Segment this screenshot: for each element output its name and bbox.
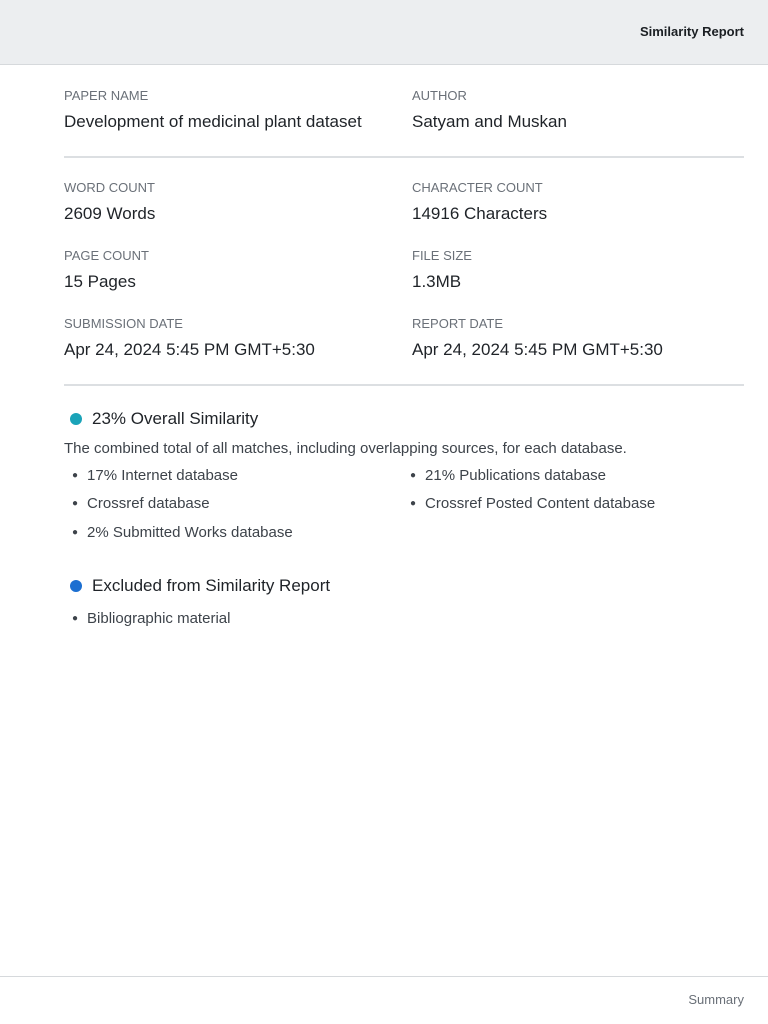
list-item-label: Crossref Posted Content database — [425, 495, 656, 512]
similarity-heading — [70, 409, 258, 429]
paper-name-label: PAPER NAME — [64, 88, 149, 103]
file-size: 1.3MB — [412, 272, 462, 291]
list-item — [72, 610, 230, 627]
submission-date: Apr 24, 2024 5:45 PM GMT+5:30 — [64, 340, 315, 359]
divider-middle — [64, 384, 744, 386]
author: Satyam and Muskan — [412, 112, 567, 131]
page-count: 15 Pages — [64, 272, 136, 291]
excluded-title: Excluded from Similarity Report — [92, 576, 331, 595]
list-item-label: 21% Publications database — [425, 467, 607, 484]
list-item — [72, 495, 210, 512]
file-size-label: FILE SIZE — [412, 248, 472, 263]
bullet-icon: ● — [72, 470, 79, 481]
author-label: AUTHOR — [412, 88, 467, 103]
list-item — [410, 467, 606, 484]
list-item — [72, 467, 238, 484]
report-title: Similarity Report — [639, 24, 744, 39]
list-item — [410, 495, 655, 512]
character-count: 14916 Characters — [412, 204, 548, 223]
list-item-label: Bibliographic material — [87, 610, 231, 627]
bullet-icon: ● — [72, 498, 79, 509]
excluded-status-dot-icon — [70, 580, 82, 592]
list-item-label: 17% Internet database — [87, 467, 238, 484]
paper-name: Development of medicinal plant dataset — [64, 112, 362, 131]
submission-date-label: SUBMISSION DATE — [64, 316, 183, 331]
bullet-icon: ● — [410, 470, 417, 481]
similarity-status-dot-icon — [70, 413, 82, 425]
similarity-title: 23% Overall Similarity — [92, 409, 259, 428]
list-item-label: 2% Submitted Works database — [87, 524, 293, 541]
excluded-heading — [70, 576, 330, 596]
footer-summary-label: Summary — [688, 992, 744, 1007]
bullet-icon: ● — [410, 498, 417, 509]
page-count-label: PAGE COUNT — [64, 248, 149, 263]
character-count-label: CHARACTER COUNT — [412, 180, 543, 195]
bullet-icon: ● — [72, 613, 79, 624]
word-count: 2609 Words — [64, 204, 156, 223]
report-date-label: REPORT DATE — [412, 316, 504, 331]
divider-top — [64, 156, 744, 158]
list-item-label: Crossref database — [87, 495, 210, 512]
report-date: Apr 24, 2024 5:45 PM GMT+5:30 — [412, 340, 663, 359]
list-item — [72, 524, 293, 541]
word-count-label: WORD COUNT — [64, 180, 155, 195]
footer-divider — [0, 976, 768, 977]
similarity-description: The combined total of all matches, including overlapping sources, for each database. — [64, 440, 627, 457]
bullet-icon: ● — [72, 527, 79, 538]
report-header — [0, 0, 768, 65]
